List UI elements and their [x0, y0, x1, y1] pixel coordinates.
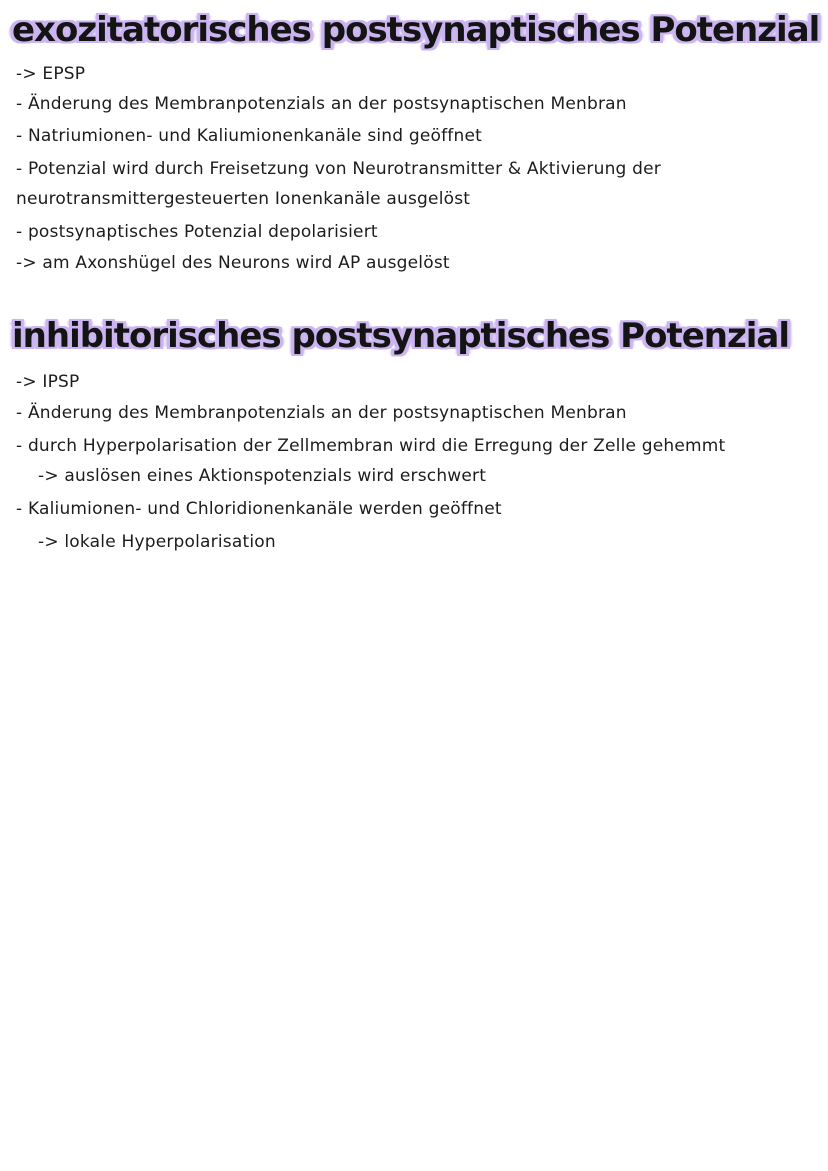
- ipsp-line-6: -> lokale Hyperpolarisation: [38, 532, 276, 552]
- ipsp-line-4: -> auslösen eines Aktionspotenzials wird erschwert: [38, 466, 487, 486]
- ipsp-line-2: - Änderung des Membranpotenzials an der postsynaptischen Menbran: [16, 403, 627, 423]
- heading-epsp: exozitatorisches postsynaptisches Potenzial: [12, 10, 820, 50]
- epsp-line-1: -> EPSP: [16, 64, 86, 84]
- epsp-line-6: - postsynaptisches Potenzial depolarisiert: [16, 222, 378, 242]
- epsp-line-5: neurotransmittergesteuerten Ionenkanäle ausgelöst: [16, 189, 471, 209]
- epsp-line-2: - Änderung des Membranpotenzials an der postsynaptischen Menbran: [16, 94, 627, 114]
- ipsp-line-5: - Kaliumionen- und Chloridionenkanäle werden geöffnet: [16, 499, 502, 519]
- ipsp-line-3: - durch Hyperpolarisation der Zellmembran wird die Erregung der Zelle gehemmt: [16, 436, 726, 456]
- ipsp-line-1: -> IPSP: [16, 372, 80, 392]
- epsp-line-4: - Potenzial wird durch Freisetzung von Neurotransmitter & Aktivierung der: [16, 159, 661, 179]
- epsp-line-7: -> am Axonshügel des Neurons wird AP ausgelöst: [16, 253, 450, 273]
- heading-ipsp: inhibitorisches postsynaptisches Potenzial: [12, 316, 790, 356]
- epsp-line-3: - Natriumionen- und Kaliumionenkanäle sind geöffnet: [16, 126, 482, 146]
